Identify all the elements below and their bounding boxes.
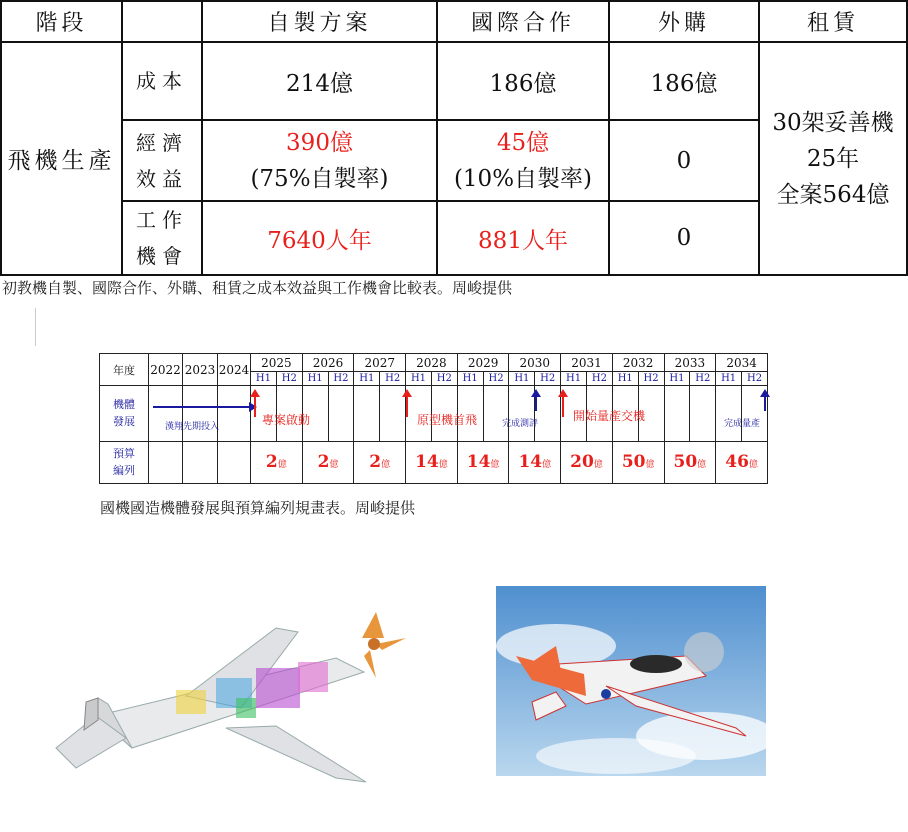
cell-lease-summary [759,42,907,275]
half-2033-H1: H1 [664,372,690,386]
aircraft-cutaway-image [36,598,436,790]
cell-purchase-benefit: 0 [609,120,759,201]
budget-value: 2億 [369,452,391,473]
budget-2032 [612,441,664,483]
cell-self-made-cost: 214億 [202,42,437,120]
row-group-label: 飛機生產 [1,42,122,275]
cell-self-made-benefit: 390億 (75%自製率) [202,120,437,201]
cell-international-benefit: 45億 (10%自製率) [437,120,609,201]
test-done-arrow-icon [530,389,542,411]
half-2032-H2: H2 [638,372,664,386]
year-2022: 2022 [149,354,183,386]
year-2023: 2023 [183,354,218,386]
lease-line-1: 30架妥善機 [772,109,894,136]
half-2034-H1: H1 [716,372,742,386]
start-arrow-icon [249,389,261,417]
budget-2026 [302,441,354,483]
budget-row-label: 預算 編列 [100,441,149,483]
year-2032: 2032 [612,354,664,372]
delivery-arrow-icon [557,389,569,417]
header-self-made: 自製方案 [202,1,437,42]
year-2028: 2028 [406,354,458,372]
header-lease: 租賃 [759,1,907,42]
half-2032-H1: H1 [612,372,638,386]
half-2030-H1: H1 [509,372,535,386]
year-2024: 2024 [218,354,251,386]
year-2026: 2026 [302,354,354,372]
header-blank [122,1,202,42]
half-2029-H2: H2 [483,372,509,386]
half-2034-H2: H2 [742,372,768,386]
first-flight-arrow-icon [401,389,413,417]
budget-2029 [457,441,509,483]
cell-self-made-jobs: 7640人年 [202,201,437,275]
half-2033-H2: H2 [690,372,716,386]
half-2030-H2: H2 [535,372,561,386]
event-pre-investment: 漢翔先期投入 [165,422,220,432]
budget-value: 20億 [570,452,603,473]
half-2025-H2: H2 [276,372,302,386]
lease-line-2: 25年 [806,145,860,172]
budget-value: 50億 [673,452,707,473]
lease-line-3: 全案564億 [776,181,890,208]
aircraft-render-image [496,586,766,776]
event-project-start: 專案啟動 [262,413,311,427]
half-2026-H2: H2 [328,372,354,386]
budget-2031 [561,441,613,483]
year-2025: 2025 [251,354,303,372]
half-2031-H2: H2 [586,372,612,386]
budget-value: 50億 [621,452,655,473]
budget-2034 [716,441,768,483]
half-2025-H1: H1 [251,372,277,386]
budget-2025 [251,441,303,483]
cell-purchase-cost: 186億 [609,42,759,120]
comparison-table [0,0,908,276]
caption-timeline-table: 國機國造機體發展與預算編列規畫表。周峻提供 [100,499,416,517]
event-test-complete: 完成測評 [502,419,539,429]
caption-comparison-table: 初教機自製、國際合作、外購、租賃之成本效益與工作機會比較表。周峻提供 [2,279,513,297]
production-done-arrow-icon [759,389,771,411]
budget-value: 2億 [317,452,339,473]
year-2031: 2031 [561,354,613,372]
event-production-complete: 完成量產 [724,419,761,429]
budget-2033 [664,441,716,483]
budget-value: 14億 [415,452,448,473]
event-first-flight: 原型機首飛 [417,413,478,427]
half-2026-H1: H1 [302,372,328,386]
event-start-delivery: 開始量產交機 [573,409,646,423]
budget-2028 [406,441,458,483]
cell-purchase-jobs: 0 [609,201,759,275]
year-2034: 2034 [716,354,768,372]
pre-investment-arrow [153,401,257,413]
divider [35,308,36,346]
year-2029: 2029 [457,354,509,372]
cell-international-cost: 186億 [437,42,609,120]
header-stage: 階段 [1,1,122,42]
row-label-cost: 成本 [122,42,202,120]
budget-value: 2億 [265,452,287,473]
year-2033: 2033 [664,354,716,372]
half-2027-H1: H1 [354,372,380,386]
half-2028-H2: H2 [431,372,457,386]
half-2031-H1: H1 [561,372,587,386]
budget-2030 [509,441,561,483]
half-2029-H1: H1 [457,372,483,386]
budget-value: 46億 [725,452,758,473]
budget-2027 [354,441,406,483]
row-label-benefit: 經濟 效益 [122,120,202,201]
row-label-jobs: 工作 機會 [122,201,202,275]
header-purchase: 外購 [609,1,759,42]
budget-value: 14億 [518,452,552,473]
dev-row-label: 機體 發展 [100,386,149,441]
cell-international-jobs: 881人年 [437,201,609,275]
half-2027-H2: H2 [380,372,406,386]
timeline-table [99,353,768,484]
year-2030: 2030 [509,354,561,372]
timeline-year-header: 年度 [100,354,149,386]
year-2027: 2027 [354,354,406,372]
budget-value: 14億 [466,452,500,473]
header-international: 國際合作 [437,1,609,42]
half-2028-H1: H1 [406,372,432,386]
